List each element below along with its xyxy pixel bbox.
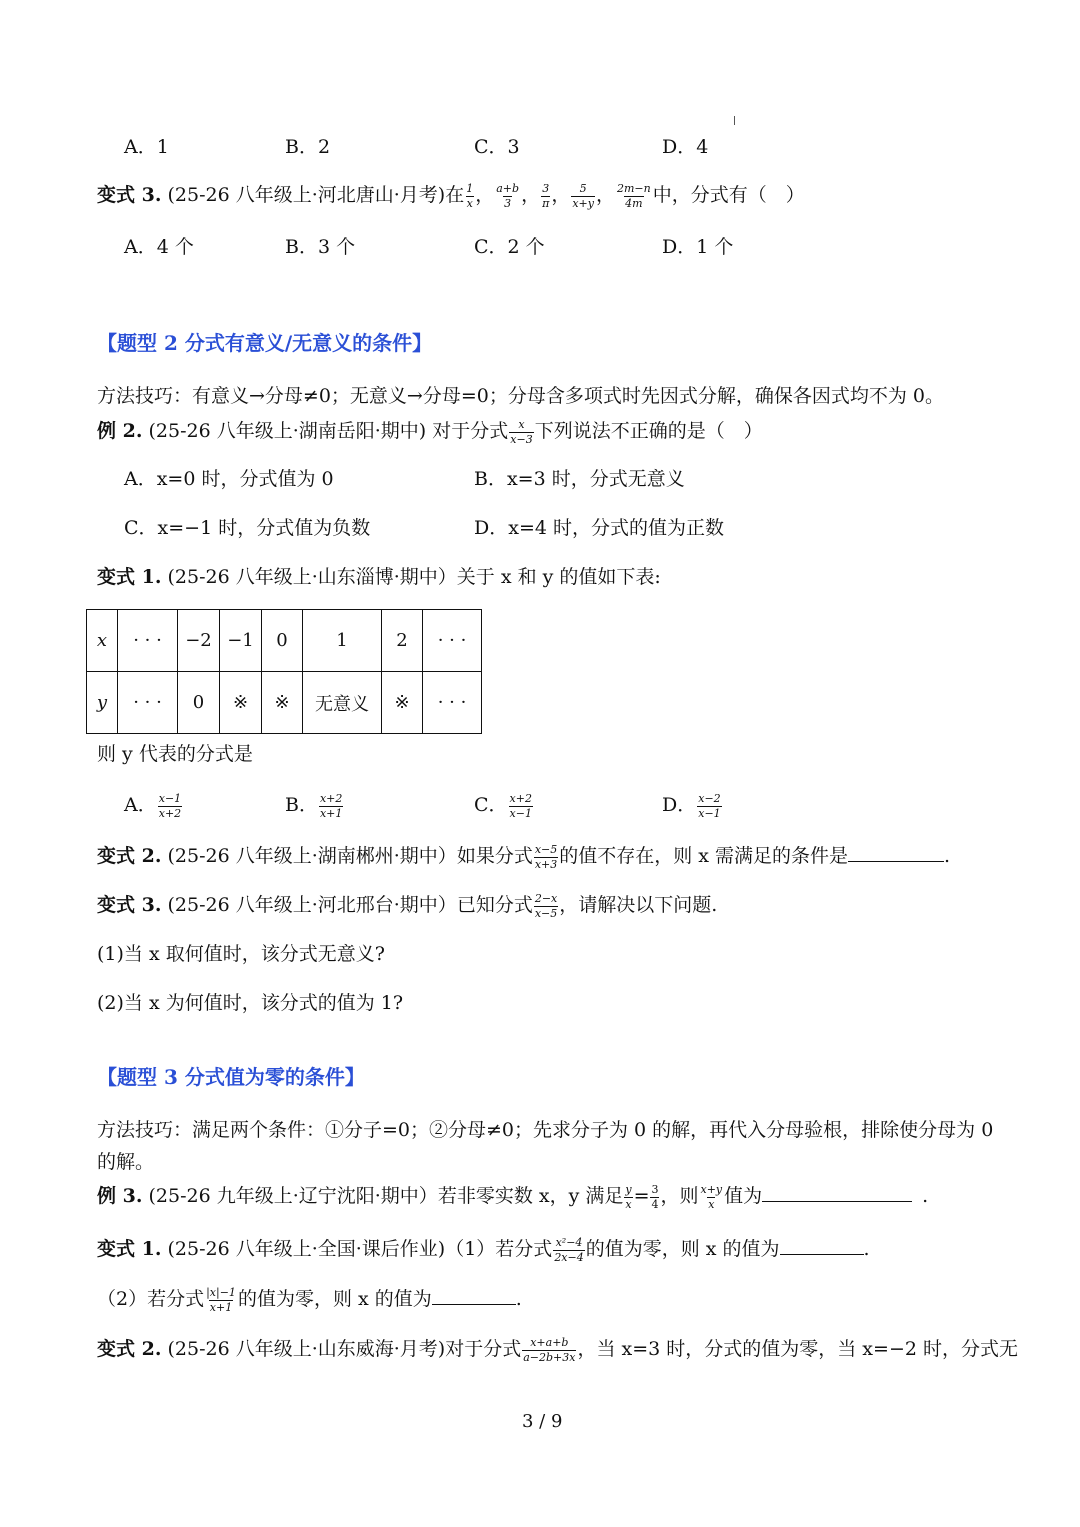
method-tip: 方法技巧：满足两个条件：①分子=0；②分母≠0；先求分子为 0 的解，再代入分母验根，排除使分母为 0 [97, 1119, 994, 1141]
method-tip: 方法技巧：有意义→分母≠0；无意义→分母=0；分母含多项式时先因式分解，确保各因式均不为 0。 [97, 385, 944, 407]
variant-2-line: 变式 2. (25-26 八年级上·山东威海·月考)对于分式 $\frac{x+a+b}{a-2b+3x}$ ，当 x=3 时，分式的值为零，当 x=−2 时，分式无 [97, 1335, 1018, 1364]
variant-label: 变式 1. [97, 566, 162, 588]
variant-1-line: 变式 1. (25-26 八年级上·全国·课后作业)（1）若分式 $\frac{\text{x²−4}}{2x-4}$ 的值为零，则 x 的值为 . [97, 1235, 870, 1264]
fraction: $\frac{2-x}{x-5}$ [534, 891, 558, 920]
problem-text: (25-26 八年级上·山东淄博·期中）关于 x 和 y 的值如下表: [167, 566, 661, 588]
option-b: B．2 [285, 136, 331, 158]
answer-blank [780, 1253, 864, 1255]
fraction: $\frac{a+b}{3}$ [496, 181, 520, 210]
variant-label: 变式 3. [97, 894, 162, 916]
fraction: $\frac{3}{4}$ [651, 1182, 659, 1211]
variant-label: 变式 2. [97, 1338, 162, 1360]
option-a: A．4 个 [124, 236, 194, 258]
problem-source: (25-26 八年级上·山东威海·月考) [167, 1338, 446, 1360]
option-d: D． $\frac{x-2}{x-1}$ [662, 791, 721, 820]
option-a: A． $\frac{x-1}{x+2}$ [124, 791, 182, 820]
section-heading: 【题型 2 分式有意义/无意义的条件】 [97, 331, 433, 355]
example-label: 例 3. [97, 1185, 143, 1207]
table-cell: y [87, 672, 118, 734]
answer-blank [762, 1200, 912, 1202]
problem-source: (25-26 八年级上·河北唐山·月考) [167, 184, 446, 206]
section-heading: 【题型 3 分式值为零的条件】 [97, 1065, 365, 1089]
answer-blank [432, 1303, 516, 1305]
table-cell: 1 [303, 610, 382, 672]
table-cell: ※ [382, 672, 423, 734]
variant-label: 变式 2. [97, 845, 162, 867]
option-a: A．1 [124, 136, 169, 158]
sub-question-1: (1)当 x 取何值时，该分式无意义? [97, 943, 385, 965]
sub-question-2: (2)当 x 为何值时，该分式的值为 1? [97, 992, 404, 1014]
example-3-line: 例 3. (25-26 九年级上·辽宁沈阳·期中）若非零实数 x，y 满足 $\frac{y}{x}$ = $\frac{3}{4}$ ，则 $\frac{x+y}{x}$ 值为 . [97, 1182, 929, 1211]
fraction: $\frac{y}{x}$ [625, 1182, 632, 1211]
fraction: $\frac{x+a+b}{a-2b+3x}$ [523, 1335, 576, 1364]
table-row-y [87, 672, 482, 734]
example-2-line: 例 2. (25-26 八年级上·湖南岳阳·期中) 对于分式 $\frac{x}{x-3}$ 下列说法不正确的是（ ） [97, 417, 763, 446]
problem-source: (25-26 八年级上·全国·课后作业) [167, 1238, 446, 1260]
variant-label: 变式 3. [97, 184, 162, 206]
option-c: C． $\frac{x+2}{x-1}$ [474, 791, 532, 820]
table-row-x [87, 610, 482, 672]
table-cell: 0 [262, 610, 303, 672]
table-cell: · · · [118, 610, 178, 672]
option-c: C．x=−1 时，分式值为负数 [124, 517, 371, 539]
fraction: $\frac{|x|-1}{x+1}$ [206, 1285, 236, 1314]
option-c: C．3 [474, 136, 520, 158]
xy-value-table [86, 609, 482, 734]
problem-text: 在 [445, 184, 465, 206]
option-d: D．x=4 时，分式的值为正数 [474, 517, 724, 539]
variant-3-line: 变式 3. (25-26 八年级上·河北邢台·期中）已知分式 $\frac{2-x}{x-5}$ ，请解决以下问题. [97, 891, 718, 920]
table-cell: ※ [262, 672, 303, 734]
problem-source: (25-26 八年级上·湖南郴州·期中） [167, 845, 457, 867]
option-b: B． $\frac{x+2}{x+1}$ [285, 791, 343, 820]
problem-source: (25-26 九年级上·辽宁沈阳·期中） [148, 1185, 438, 1207]
option-d: D．4 [662, 136, 709, 158]
variant-1-part-2: （2）若分式 $\frac{|x|-1}{x+1}$ 的值为零，则 x 的值为 . [97, 1285, 522, 1314]
variant-1-line [97, 568, 661, 587]
page-number: 3 / 9 [522, 1411, 563, 1432]
table-cell: ※ [220, 672, 262, 734]
problem-source: (25-26 八年级上·河北邢台·期中） [167, 894, 457, 916]
problem-text: 中，分式有（ ） [652, 184, 805, 206]
table-cell: · · · [118, 672, 178, 734]
fraction: $\frac{5}{x+y}$ [572, 181, 594, 210]
fraction: $\frac{2m-n}{4m}$ [617, 181, 651, 210]
fraction: $\frac{\text{x²−4}}{2x-4}$ [554, 1235, 584, 1264]
fraction: $\frac{x}{x-3}$ [510, 417, 533, 446]
option-b: B．3 个 [285, 236, 356, 258]
option-c: C．2 个 [474, 236, 545, 258]
variant-3-line: 变式 3. (25-26 八年级上·河北唐山·月考)在 $\frac{1}{x}$ ， $\frac{a+b}{3}$ ， $\frac{3}{\pi}$ ， $\frac{5}{x+y}$ ， $\frac{2m-n}{4m}$ 中，分式有（ ） [97, 181, 805, 210]
option-a: A．x=0 时，分式值为 0 [124, 468, 334, 490]
table-cell: · · · [423, 672, 482, 734]
option-b: B．x=3 时，分式无意义 [474, 468, 685, 490]
table-cell: 0 [178, 672, 220, 734]
table-cell: 无意义 [303, 672, 382, 734]
table-cell: x [87, 610, 118, 672]
option-d: D．1 个 [662, 236, 734, 258]
fraction: $\frac{x+y}{x}$ [700, 1182, 723, 1211]
table-cell: −1 [220, 610, 262, 672]
table-cell: −2 [178, 610, 220, 672]
answer-blank [848, 860, 944, 862]
fraction: $\frac{3}{\pi}$ [542, 181, 550, 210]
table-cell: 2 [382, 610, 423, 672]
fraction: $\frac{x-5}{x+3}$ [534, 842, 558, 871]
fraction: $\frac{1}{x}$ [466, 181, 474, 210]
table-question: 则 y 代表的分式是 [97, 743, 253, 765]
problem-source: (25-26 八年级上·湖南岳阳·期中) [148, 420, 427, 442]
variant-2-line: 变式 2. (25-26 八年级上·湖南郴州·期中）如果分式 $\frac{x-5}{x+3}$ 的值不存在，则 x 需满足的条件是 . [97, 842, 951, 871]
example-label: 例 2. [97, 420, 143, 442]
variant-label: 变式 1. [97, 1238, 162, 1260]
table-cell: · · · [423, 610, 482, 672]
margin-tick-mark [734, 116, 735, 125]
method-tip-cont: 的解。 [97, 1151, 155, 1173]
